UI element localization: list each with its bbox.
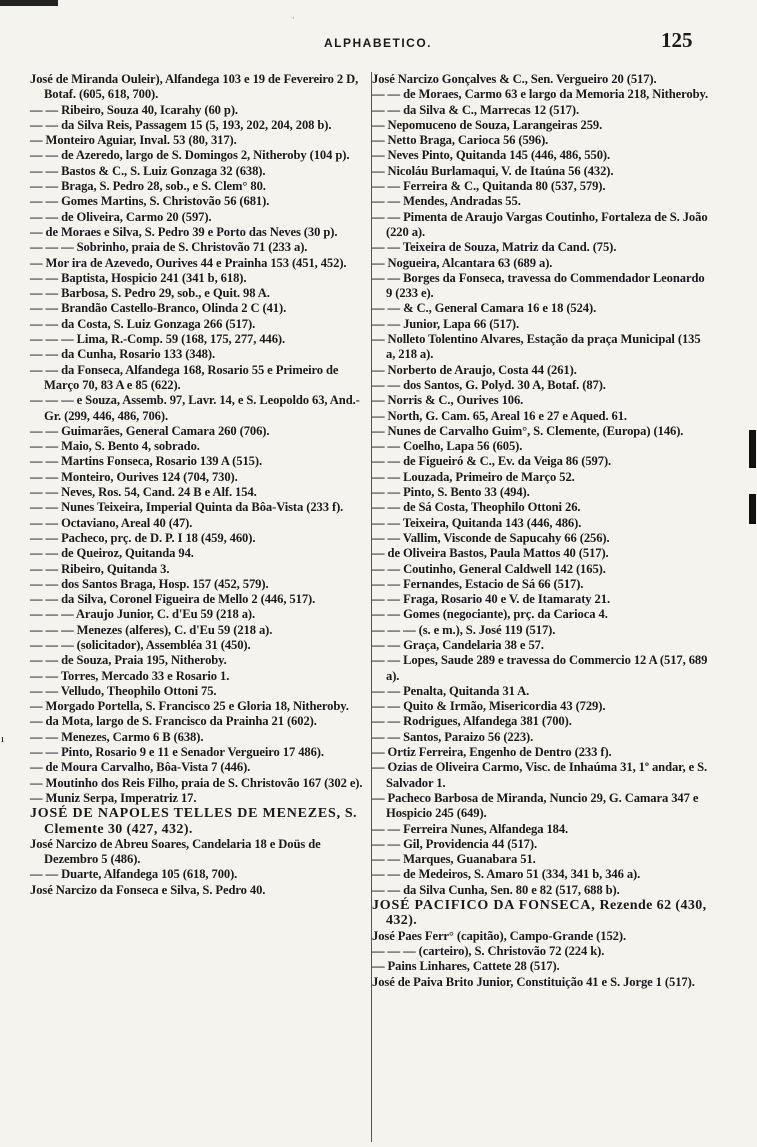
directory-entry: José Paes Ferr° (capitão), Campo-Grande (152).	[372, 928, 627, 943]
directory-entry: — — de Sá Costa, Theophilo Ottoni 26.	[372, 500, 581, 515]
page-number: 125	[661, 28, 693, 52]
directory-entry: — — Coutinho, General Caldwell 142 (165).	[372, 561, 606, 576]
directory-entry: — — — Menezes (alferes), C. d'Eu 59 (218 a).	[30, 622, 273, 637]
directory-entry: — — Ribeiro, Souza 40, Icarahy (60 p).	[30, 102, 238, 117]
directory-entry: — — Pacheco, prç. de D. P. I 18 (459, 460).	[30, 530, 256, 545]
right-column	[372, 72, 710, 990]
directory-entry: — — Marques, Guanabara 51.	[372, 852, 536, 867]
directory-entry: — — de Moraes, Carmo 63 e largo da Memoria 218, Nitheroby.	[372, 87, 709, 102]
directory-entry: — — — Araujo Junior, C. d'Eu 59 (218 a).	[30, 607, 256, 622]
directory-entry: — — Lopes, Saude 289 e travessa do Commercio 12 A (517, 689 a).	[372, 653, 708, 683]
directory-entry: — Netto Braga, Carioca 56 (596).	[372, 133, 549, 148]
directory-entry: — — — (solicitador), Assembléa 31 (450).	[30, 637, 251, 652]
directory-entry: — Norberto de Araujo, Costa 44 (261).	[372, 362, 577, 377]
directory-entry: — — da Fonseca, Alfandega 168, Rosario 55 e Primeiro de Março 70, 83 A e 85 (622).	[30, 362, 339, 392]
left-column	[30, 72, 368, 898]
directory-entry: — de Moura Carvalho, Bôa-Vista 7 (446).	[30, 760, 251, 775]
directory-entry: — — Gomes (negociante), prç. da Carioca 4.	[372, 607, 608, 622]
directory-entry: — — Braga, S. Pedro 28, sob., e S. Clem° 80.	[30, 179, 266, 194]
directory-heading-entry	[372, 898, 710, 929]
directory-entry: José de Paiva Brito Junior, Constituição 41 e S. Jorge 1 (517).	[372, 974, 695, 989]
heading-name: JOSÉ PACIFICO DA FONSECA,	[372, 898, 596, 914]
directory-entry: — Monteiro Aguiar, Inval. 53 (80, 317).	[30, 133, 237, 148]
directory-entry: — — Junior, Lapa 66 (517).	[372, 316, 520, 331]
heading-address: S. Clemente 30 (427, 432).	[44, 806, 357, 837]
directory-entry: — — Penalta, Quitanda 31 A.	[372, 683, 530, 698]
directory-entry: — — da Costa, S. Luiz Gonzaga 266 (517).	[30, 316, 256, 331]
directory-entry: — Moutinho dos Reis Filho, praia de S. Christovão 167 (302 e).	[30, 775, 363, 790]
directory-heading-entry	[30, 806, 368, 837]
directory-entry: — — — (s. e m.), S. José 119 (517).	[372, 622, 556, 637]
directory-entry: — — Martins Fonseca, Rosario 139 A (515).	[30, 454, 263, 469]
directory-entry: — — Ferreira & C., Quitanda 80 (537, 579).	[372, 179, 606, 194]
directory-entry: — de Moraes e Silva, S. Pedro 39 e Porto das Neves (30 p).	[30, 224, 338, 239]
directory-entry: — North, G. Cam. 65, Areal 16 e 27 e Aqued. 61.	[372, 408, 627, 423]
directory-entry: — — Santos, Paraizo 56 (223).	[372, 729, 534, 744]
directory-entry: — Pacheco Barbosa de Miranda, Nuncio 29, G. Camara 347 e Hospicio 245 (649).	[372, 790, 699, 821]
directory-entry: — Nepomuceno de Souza, Larangeiras 259.	[372, 117, 603, 132]
directory-entry: — — da Silva Reis, Passagem 15 (5, 193, 202, 204, 208 b).	[30, 117, 332, 132]
directory-entry: — — — Lima, R.-Comp. 59 (168, 175, 277, 446).	[30, 332, 286, 347]
directory-entry: — — & C., General Camara 16 e 18 (524).	[372, 301, 597, 316]
directory-entry: — — Nunes Teixeira, Imperial Quinta da Bôa-Vista (233 f).	[30, 500, 344, 515]
directory-entry: — — de Queiroz, Quitanda 94.	[30, 546, 194, 561]
margin-edge-marks	[749, 430, 757, 550]
margin-mark: ı	[1, 733, 5, 745]
directory-entry: — — Velludo, Theophilo Ottoni 75.	[30, 683, 217, 698]
directory-entry: — de Oliveira Bastos, Paula Mattos 40 (517).	[372, 546, 609, 561]
directory-entry: — — Pinto, S. Bento 33 (494).	[372, 485, 530, 500]
directory-columns	[30, 72, 710, 1144]
directory-entry: José de Miranda Ouleir), Alfandega 103 e 19 de Fevereiro 2 D, Botaf. (605, 618, 700).	[30, 72, 359, 102]
directory-entry: — — Fraga, Rosario 40 e V. de Itamaraty 21.	[372, 592, 610, 607]
directory-entry: — — Guimarães, General Camara 260 (706).	[30, 423, 270, 438]
directory-entry: — — Coelho, Lapa 56 (605).	[372, 439, 523, 454]
directory-entry: — Norris & C., Ourives 106.	[372, 393, 524, 408]
directory-entry: — Muniz Serpa, Imperatriz 17.	[30, 790, 197, 805]
directory-entry: — — Baptista, Hospicio 241 (341 b, 618).	[30, 270, 247, 285]
directory-entry: — — de Oliveira, Carmo 20 (597).	[30, 209, 212, 224]
directory-entry: — Nogueira, Alcantara 63 (689 a).	[372, 255, 553, 270]
page-header	[0, 0, 757, 60]
directory-entry: — — Ribeiro, Quitanda 3.	[30, 561, 170, 576]
directory-entry: — — de Medeiros, S. Amaro 51 (334, 341 b, 346 a).	[372, 867, 641, 882]
directory-entry: — — — Sobrinho, praia de S. Christovão 71 (233 a).	[30, 240, 308, 255]
running-title: ALPHABETICO.	[324, 36, 432, 50]
directory-entry: — — da Silva & C., Marrecas 12 (517).	[372, 102, 579, 117]
directory-entry: — Pains Linhares, Cattete 28 (517).	[372, 959, 560, 974]
directory-entry: — — Teixeira, Quitanda 143 (446, 486).	[372, 515, 582, 530]
directory-entry: — Morgado Portella, S. Francisco 25 e Gloria 18, Nitheroby.	[30, 699, 349, 714]
directory-entry: — Nunes de Carvalho Guim°, S. Clemente, (Europa) (146).	[372, 423, 684, 438]
directory-entry: — — Gomes Martins, S. Christovão 56 (681).	[30, 194, 270, 209]
directory-entry: — — de Azeredo, largo de S. Domingos 2, Nitheroby (104 p).	[30, 148, 350, 163]
directory-entry: — — dos Santos Braga, Hosp. 157 (452, 579).	[30, 576, 269, 591]
directory-entry: — — Bastos & C., S. Luiz Gonzaga 32 (638).	[30, 163, 266, 178]
directory-entry: — Mor ira de Azevedo, Ourives 44 e Prainha 153 (451, 452).	[30, 255, 347, 270]
directory-entry: José Narcizo Gonçalves & C., Sen. Vergueiro 20 (517).	[372, 72, 657, 86]
directory-entry: — — Fernandes, Estacio de Sá 66 (517).	[372, 576, 584, 591]
directory-entry: — — Maio, S. Bento 4, sobrado.	[30, 439, 200, 454]
directory-entry: José Narcizo da Fonseca e Silva, S. Pedro 40.	[30, 882, 266, 897]
directory-entry: — — Graça, Candelaria 38 e 57.	[372, 637, 544, 652]
directory-entry: — — Monteiro, Ourives 124 (704, 730).	[30, 469, 238, 484]
directory-entry: — — Neves, Ros. 54, Cand. 24 B e Alf. 154.	[30, 485, 257, 500]
directory-entry: — — da Silva, Coronel Figueira de Mello 2 (446, 517).	[30, 592, 316, 607]
directory-entry: — Nolleto Tolentino Alvares, Estação da praça Municipal (135 a, 218 a).	[372, 332, 701, 362]
directory-entry: — — Menezes, Carmo 6 B (638).	[30, 729, 204, 744]
directory-entry: — da Mota, largo de S. Francisco da Prainha 21 (602).	[30, 714, 317, 729]
directory-entry: — — Borges da Fonseca, travessa do Commendador Leonardo 9 (233 e).	[372, 270, 705, 301]
directory-entry: — — Torres, Mercado 33 e Rosario 1.	[30, 668, 230, 683]
directory-entry: — — dos Santos, G. Polyd. 30 A, Botaf. (87).	[372, 377, 606, 392]
directory-entry: — — de Souza, Praia 195, Nitheroby.	[30, 653, 227, 668]
directory-entry: — — Rodrigues, Alfandega 381 (700).	[372, 714, 572, 729]
directory-entry: — — Vallim, Visconde de Sapucahy 66 (256).	[372, 530, 610, 545]
directory-entry: — — da Cunha, Rosario 133 (348).	[30, 347, 216, 362]
directory-entry: — — da Silva Cunha, Sen. 80 e 82 (517, 688 b).	[372, 882, 620, 897]
directory-entry: — Neves Pinto, Quitanda 145 (446, 486, 550).	[372, 148, 611, 163]
directory-entry: — — Ferreira Nunes, Alfandega 184.	[372, 821, 569, 836]
directory-entry: — — Octaviano, Areal 40 (47).	[30, 515, 193, 530]
directory-entry: — — Louzada, Primeiro de Março 52.	[372, 469, 575, 484]
directory-entry: — — Teixeira de Souza, Matriz da Cand. (75).	[372, 240, 617, 255]
directory-entry: — — — e Souza, Assemb. 97, Lavr. 14, e S. Leopoldo 63, And.-Gr. (299, 446, 486, 706).	[30, 393, 360, 423]
directory-entry: — — Mendes, Andradas 55.	[372, 194, 521, 209]
heading-address: Rezende 62 (430, 432).	[386, 898, 707, 929]
heading-name: JOSÉ DE NAPOLES TELLES DE MENEZES,	[30, 806, 341, 822]
directory-entry: — — Quito & Irmão, Misericordia 43 (729).	[372, 699, 606, 714]
directory-entry: — — Pimenta de Araujo Vargas Coutinho, Fortaleza de S. João (220 a).	[372, 209, 708, 239]
directory-entry: — — Gil, Providencia 44 (517).	[372, 836, 538, 851]
directory-entry: José Narcizo de Abreu Soares, Candelaria 18 e Doüs de Dezembro 5 (486).	[30, 836, 321, 867]
stray-mark: ·	[292, 14, 295, 23]
directory-entry: — — Barbosa, S. Pedro 29, sob., e Quit. 98 A.	[30, 286, 270, 301]
directory-entry: — — Pinto, Rosario 9 e 11 e Senador Vergueiro 17 486).	[30, 745, 324, 760]
directory-entry: — — Brandão Castello-Branco, Olinda 2 C (41).	[30, 301, 287, 316]
directory-entry: — Ozias de Oliveira Carmo, Visc. de Inhaúma 31, 1º andar, e S. Salvador 1.	[372, 760, 708, 790]
directory-entry: — — — (carteiro), S. Christovão 72 (224 k).	[372, 943, 605, 958]
directory-entry: — — Duarte, Alfandega 105 (618, 700).	[30, 867, 238, 882]
directory-entry: — — de Figueiró & C., Ev. da Veiga 86 (597).	[372, 454, 612, 469]
directory-entry: — Nicoláu Burlamaqui, V. de Itaúna 56 (432).	[372, 163, 614, 178]
directory-entry: — Ortiz Ferreira, Engenho de Dentro (233 f).	[372, 745, 612, 760]
